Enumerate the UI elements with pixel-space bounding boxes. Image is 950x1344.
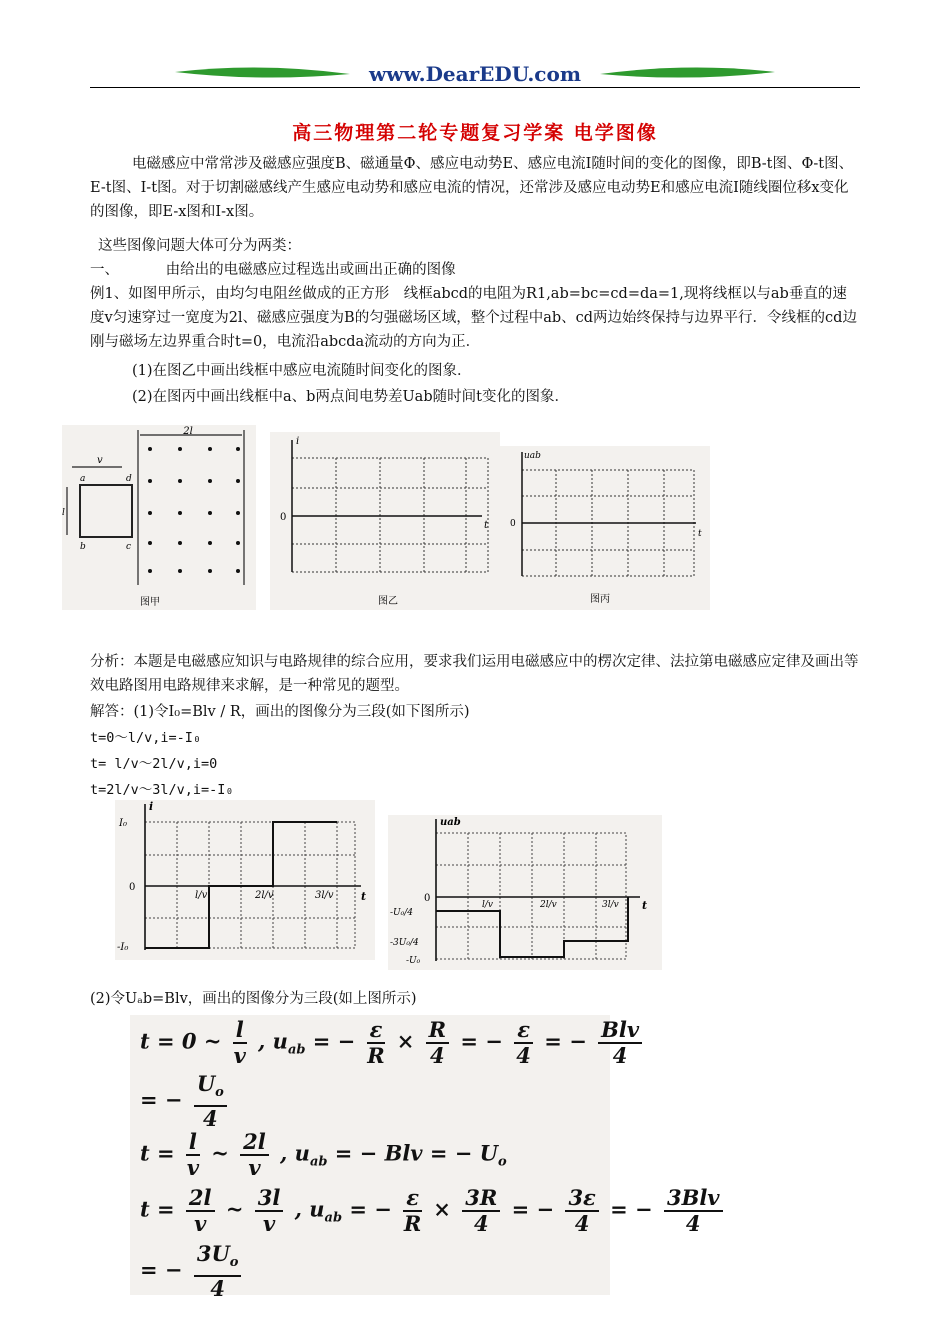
page-title: 高三物理第二轮专题复习学案 电学图像 <box>292 122 658 144</box>
equation-line-3: t = $\frac{l}{v}$ ~ $\frac{2l}{v}$ , $u_{ab}$ = − Blv = − $U_o$ <box>140 1129 507 1180</box>
gi-tick-2lv: 2l/v <box>255 890 274 901</box>
question-1: (1)在图乙中画出线框中感应电流随时间变化的图象． <box>132 363 472 379</box>
yi-axis-i: i <box>296 436 300 447</box>
analysis-paragraph: 分析：本题是电磁感应知识与电路规律的综合应用，要求我们运用电磁感应中的楞次定律、法拉第电磁感应定律及画出等效电路图用电路规律来求解，是一种常见的题型。 <box>90 654 859 694</box>
gu-axis-y: uab <box>440 817 461 828</box>
bing-origin: 0 <box>510 519 516 529</box>
gi-tick-i0: I₀ <box>119 818 127 829</box>
bing-axis-u: uab <box>524 451 541 461</box>
bing-axis-t: t <box>698 529 702 539</box>
site-logo <box>170 60 780 88</box>
caption-bing: 图丙 <box>590 594 610 605</box>
segment-3: t=2l/v～3l/v,i=-I₀ <box>90 782 234 798</box>
equation-line-5: = − $\frac{3U_o}{4}$ <box>140 1242 245 1301</box>
jia-v: v <box>97 455 103 466</box>
segment-2: t= l/v～2l/v,i=0 <box>90 756 218 772</box>
intro-classes: 这些图像问题大体可分为两类： <box>98 238 301 254</box>
intro-paragraph: 电磁感应中常常涉及磁感应强度B、磁通量Φ、感应电动势E、感应电流I随时间的变化的图像，即B-t图、Φ-t图、E-t图、I-t图。对于切割磁感线产生感应电动势和感应电流的情况，还常涉及感应电动势E和感应电流I随线圈位移x变化的图像，即E-x图和I-x图。 <box>90 156 854 220</box>
gu-origin: 0 <box>424 893 431 904</box>
gu-tick-lv: l/v <box>482 900 493 910</box>
caption-jia: 图甲 <box>140 597 160 608</box>
gu-tick-u04: -U₀/4 <box>390 908 413 918</box>
gu-tick-3lv: 3l/v <box>602 900 619 910</box>
section-number: 一、 <box>90 262 119 278</box>
jia-d: d <box>126 474 132 484</box>
jia-l: l <box>62 508 65 518</box>
gi-axis-x: t <box>361 890 367 903</box>
figure-yi <box>270 432 500 610</box>
gi-tick-lv: l/v <box>195 890 208 901</box>
gi-tick-3lv: 3l/v <box>315 890 334 901</box>
header-rule <box>90 87 860 88</box>
caption-yi: 图乙 <box>378 596 398 607</box>
answer-2: (2)令Uₐb=Blv，画出的图像分为三段(如上图所示) <box>90 991 417 1007</box>
figure-bing <box>500 446 710 610</box>
jia-c: c <box>126 542 132 552</box>
gi-tick-0: 0 <box>129 882 136 893</box>
current-trace <box>145 822 337 948</box>
yi-axis-t: t <box>484 520 489 531</box>
graph-current <box>115 800 375 960</box>
equation-line-4: t = $\frac{2l}{v}$ ~ $\frac{3l}{v}$ , $u_{ab}$ = − $\frac{\varepsilon}{R}$ × $\frac{3R}{4}$ = − $\frac{3\varepsilon}{4}$ = − $\frac{\text{3Blv}}{4}$ <box>140 1186 727 1236</box>
jia-b: b <box>80 542 86 552</box>
graph-voltage <box>388 815 662 970</box>
answer-1: 解答：(1)令I₀=Blv / R，画出的图像分为三段(如下图所示) <box>90 704 470 720</box>
gi-axis-y: i <box>149 800 154 813</box>
jia-2l: 2l <box>183 426 193 437</box>
segment-1: t=0～l/v,i=-I₀ <box>90 730 202 746</box>
equation-line-1: t = 0 ~ $\frac{l}{v}$ , $u_{ab}$ = − $\frac{\varepsilon}{R}$ × $\frac{R}{4}$ = − $\frac{\varepsilon}{4}$ = − $\frac{\text{Blv}}{4}$ <box>140 1018 646 1068</box>
equation-line-2: = − $\frac{U_o}{4}$ <box>140 1072 231 1131</box>
gu-axis-x: t <box>642 899 648 912</box>
gu-tick-2lv: 2l/v <box>540 900 557 910</box>
question-2: (2)在图丙中画出线框中a、b两点间电势差Uab随时间t变化的图象． <box>132 389 569 405</box>
gu-tick-3u04: -3U₀/4 <box>390 938 419 948</box>
example-paragraph: 例1、如图甲所示，由均匀电阻丝做成的正方形 线框abcd的电阻为R1,ab=bc=cd=da=1,现将线框以与ab垂直的速度v匀速穿过一宽度为2l、磁感应强度为B的匀强磁场区域，整个过程中ab、cd两边始终保持与边界平行．令线框的cd边刚与磁场左边界重合时t=0，电流沿abcda流动的方向为正． <box>90 286 857 350</box>
gu-tick-u0: -U₀ <box>406 956 421 966</box>
site-url: www.DearEDU.com <box>368 62 582 86</box>
field-dots <box>148 447 240 573</box>
yi-origin: 0 <box>280 512 287 523</box>
jia-a: a <box>80 474 86 484</box>
section-heading <box>90 258 860 282</box>
section-title: 由给出的电磁感应过程选出或画出正确的图像 <box>165 262 456 278</box>
gi-tick-neg-i0: -I₀ <box>117 942 129 953</box>
figure-jia <box>62 425 256 610</box>
